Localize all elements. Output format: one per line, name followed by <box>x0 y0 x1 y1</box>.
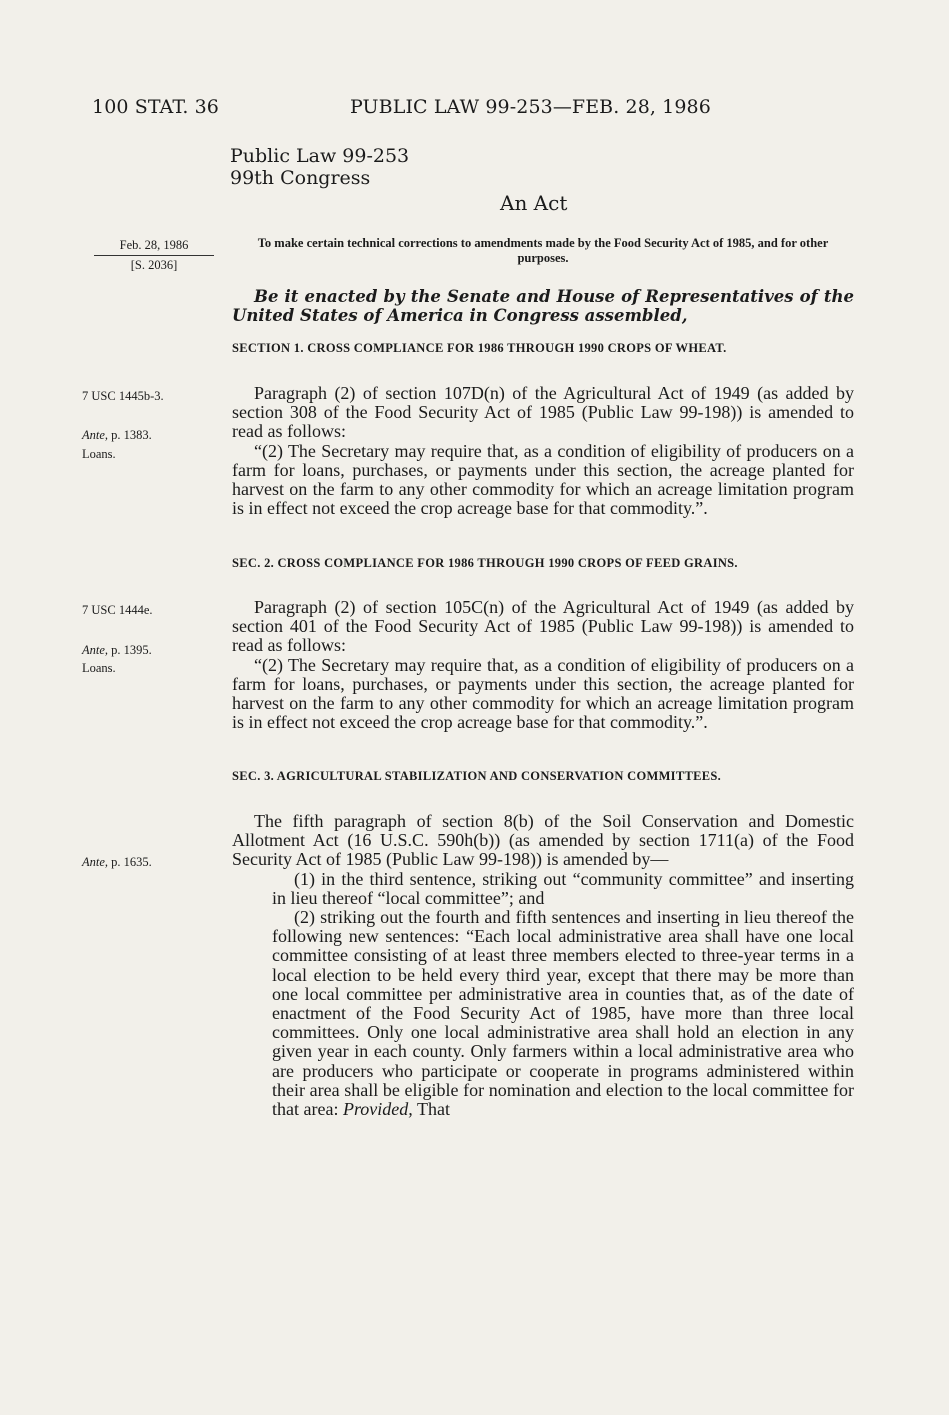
section-2-heading: SEC. 2. CROSS COMPLIANCE FOR 1986 THROUGH 1990 CROPS OF FEED GRAINS. <box>232 556 738 570</box>
item-2-proviso: Provided, <box>342 1099 413 1120</box>
section-3-heading: SEC. 3. AGRICULTURAL STABILIZATION AND CONSERVATION COMMITTEES. <box>232 769 722 783</box>
act-purpose: To make certain technical corrections to amendments made by the Food Security Act of 1985, and for other purposes. <box>257 236 829 265</box>
law-number: Public Law 99-253 <box>230 145 410 167</box>
section-3-body <box>232 812 854 1119</box>
statute-page-reference: 100 STAT. 36 <box>92 96 219 118</box>
section-2-paragraph: Paragraph (2) of section 105C(n) of the Agricultural Act of 1949 (as added by section 401 of the Food Security Act of 1985 (Public Law 99-198)) is amended to read as follows: <box>232 597 854 656</box>
margin-note-loans: Loans. <box>82 447 116 461</box>
item-2-ending: That <box>412 1099 450 1120</box>
divider <box>94 255 214 256</box>
enactment-date: Feb. 28, 1986 <box>119 238 189 252</box>
margin-note-ante <box>82 854 212 870</box>
section-3-paragraph: The fifth paragraph of section 8(b) of the Soil Conservation and Domestic Allotment Act (16 U.S.C. 590h(b)) (as amended by section 1711(a) of the Food Security Act of 1985 (Public Law 99-198)) is amended by— <box>232 811 854 870</box>
congress-number: 99th Congress <box>230 167 371 189</box>
section-1-paragraph: Paragraph (2) of section 107D(n) of the Agricultural Act of 1949 (as added by section 308 of the Food Security Act of 1985 (Public Law 99-198)) is amended to read as follows: <box>232 383 854 442</box>
act-heading: An Act <box>500 191 568 215</box>
section-1-heading: SECTION 1. CROSS COMPLIANCE FOR 1986 THROUGH 1990 CROPS OF WHEAT. <box>232 341 727 355</box>
section-3-item-2 <box>272 908 854 1119</box>
margin-note-usc: 7 USC 1444e. <box>82 603 153 617</box>
margin-note-ante <box>82 642 212 658</box>
ante-label: Ante, <box>82 643 109 657</box>
margin-note-loans: Loans. <box>82 661 116 675</box>
bill-number: [S. 2036] <box>130 258 178 272</box>
margin-note-usc: 7 USC 1445b-3. <box>82 389 164 403</box>
ante-label: Ante, <box>82 428 109 442</box>
ante-page: p. 1395. <box>108 643 152 657</box>
margin-note-ante <box>82 427 212 443</box>
enactment-date-block <box>94 237 214 274</box>
section-1-body <box>232 384 854 518</box>
ante-label: Ante, <box>82 855 109 869</box>
section-3-item-1: (1) in the third sentence, striking out “community committee” and inserting in lieu thereof “local committee”; and <box>272 868 854 908</box>
running-header-law-date: PUBLIC LAW 99-253—FEB. 28, 1986 <box>350 96 711 118</box>
enacting-clause: Be it enacted by the Senate and House of Representatives of the United States of America in Congress assembled, <box>232 287 854 325</box>
ante-page: p. 1383. <box>108 428 152 442</box>
section-2-body <box>232 598 854 732</box>
item-2-text: (2) striking out the fourth and fifth sentences and inserting in lieu thereof the following new sentences: “Each local administrative area shall have one local committee consisting of at least three members elected to three-year terms in a local election to be held every third year, except that there may be more than one local committee per administrative area in counties that, as of the date of enactment of the Food Security Act of 1985, have more than three local committees. Only one local administrative area shall hold an election in any given year in each county. Only farmers within a local administrative area who are producers who participate or cooperate in programs administered within their area shall be eligible for nomination and election to the local committee for that area: <box>272 907 854 1120</box>
section-1-quoted-text: “(2) The Secretary may require that, as a condition of eligibility of producers on a farm for loans, purchases, or payments under this section, the acreage planted for harvest on the farm to any other commodity for which an acreage limitation program is in effect not exceed the crop acreage base for that commodity.”. <box>232 440 854 519</box>
ante-page: p. 1635. <box>108 855 152 869</box>
section-2-quoted-text: “(2) The Secretary may require that, as a condition of eligibility of producers on a farm for loans, purchases, or payments under this section, the acreage planted for harvest on the farm to any other commodity for which an acreage limitation program is in effect not exceed the crop acreage base for that commodity.”. <box>232 654 854 733</box>
